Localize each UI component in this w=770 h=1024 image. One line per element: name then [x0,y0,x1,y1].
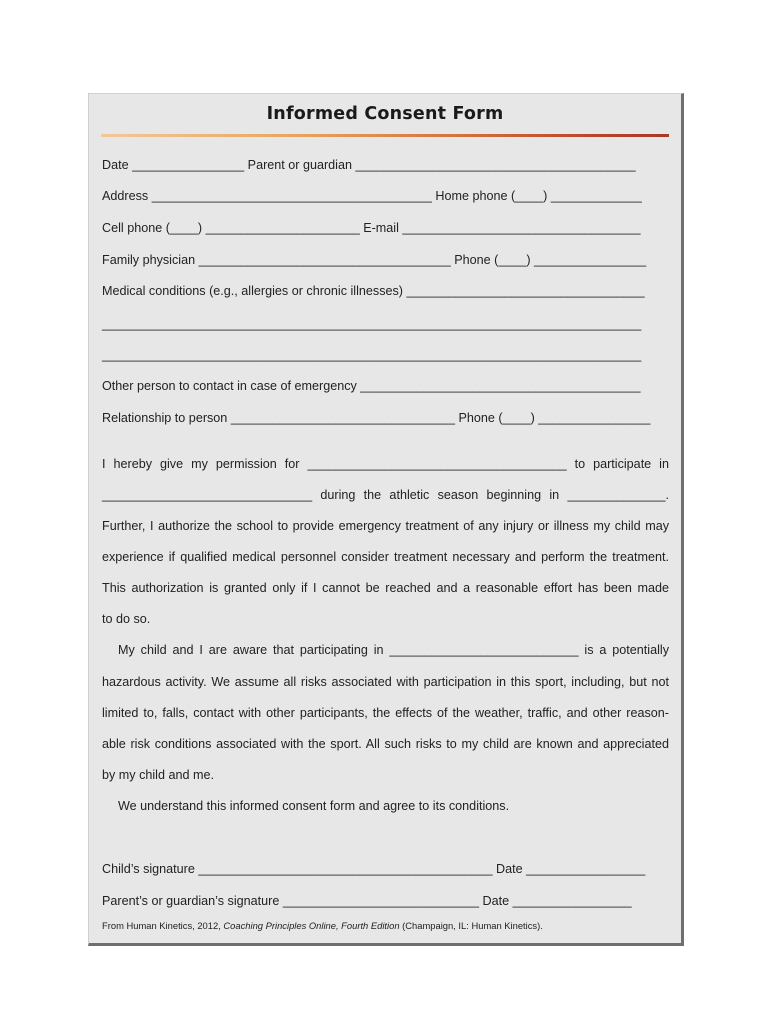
citation-suffix: (Champaign, IL: Human Kinetics). [399,920,543,931]
source-citation [102,920,543,931]
medical-conditions-blank-1: _____________________________________________________________________________ [102,317,642,331]
title-divider [101,134,669,137]
paragraph-line: Further, I authorize the school to provide emergency treatment of any injury or illness my child may [102,519,669,533]
paragraph-line: We understand this informed consent form and agree to its conditions. [118,799,510,813]
guardian-signature-line: Parent’s or guardian’s signature ____________________________ Date _________________ [102,894,632,908]
paragraph-line: limited to, falls, contact with other participants, the effects of the weather, traffic, and other reason- [102,706,669,720]
consent-form-card [88,93,684,946]
address-homephone-line: Address ________________________________________ Home phone (____) _____________ [102,189,642,203]
date-guardian-line: Date ________________ Parent or guardian ________________________________________ [102,158,636,172]
paragraph-line: able risk conditions associated with the sport. All such risks to my child are known and appreciated [102,737,669,751]
medical-conditions-blank-2: _____________________________________________________________________________ [102,348,642,362]
paragraph-line: This authorization is granted only if I cannot be reached and a reasonable effort has been made [102,581,669,595]
citation-prefix: From Human Kinetics, 2012, [102,920,224,931]
paragraph-line: hazardous activity. We assume all risks associated with participation in this sport, including, but not [102,675,669,689]
paragraph-line: ______________________________ during the athletic season beginning in ______________. [102,488,669,502]
citation-book-title: Coaching Principles Online, Fourth Edition [223,920,400,931]
paragraph-line: My child and I are aware that participating in ___________________________ is a potentially [118,643,669,657]
emergency-contact-line: Other person to contact in case of emergency ________________________________________ [102,379,641,393]
child-signature-line: Child’s signature __________________________________________ Date _________________ [102,862,646,876]
medical-conditions-line: Medical conditions (e.g., allergies or chronic illnesses) __________________________________ [102,284,645,298]
physician-phone-line: Family physician ____________________________________ Phone (____) ________________ [102,253,647,267]
cellphone-email-line: Cell phone (____) ______________________ E-mail __________________________________ [102,221,641,235]
paragraph-line: to do so. [102,612,151,626]
relationship-phone-line: Relationship to person ________________________________ Phone (____) ________________ [102,411,651,425]
form-title: Informed Consent Form [266,104,504,124]
paragraph-line: experience if qualified medical personnel consider treatment necessary and perform the treatment. [102,550,669,564]
paragraph-line: I hereby give my permission for _____________________________________ to participate in [102,457,669,471]
paragraph-line: by my child and me. [102,768,214,782]
